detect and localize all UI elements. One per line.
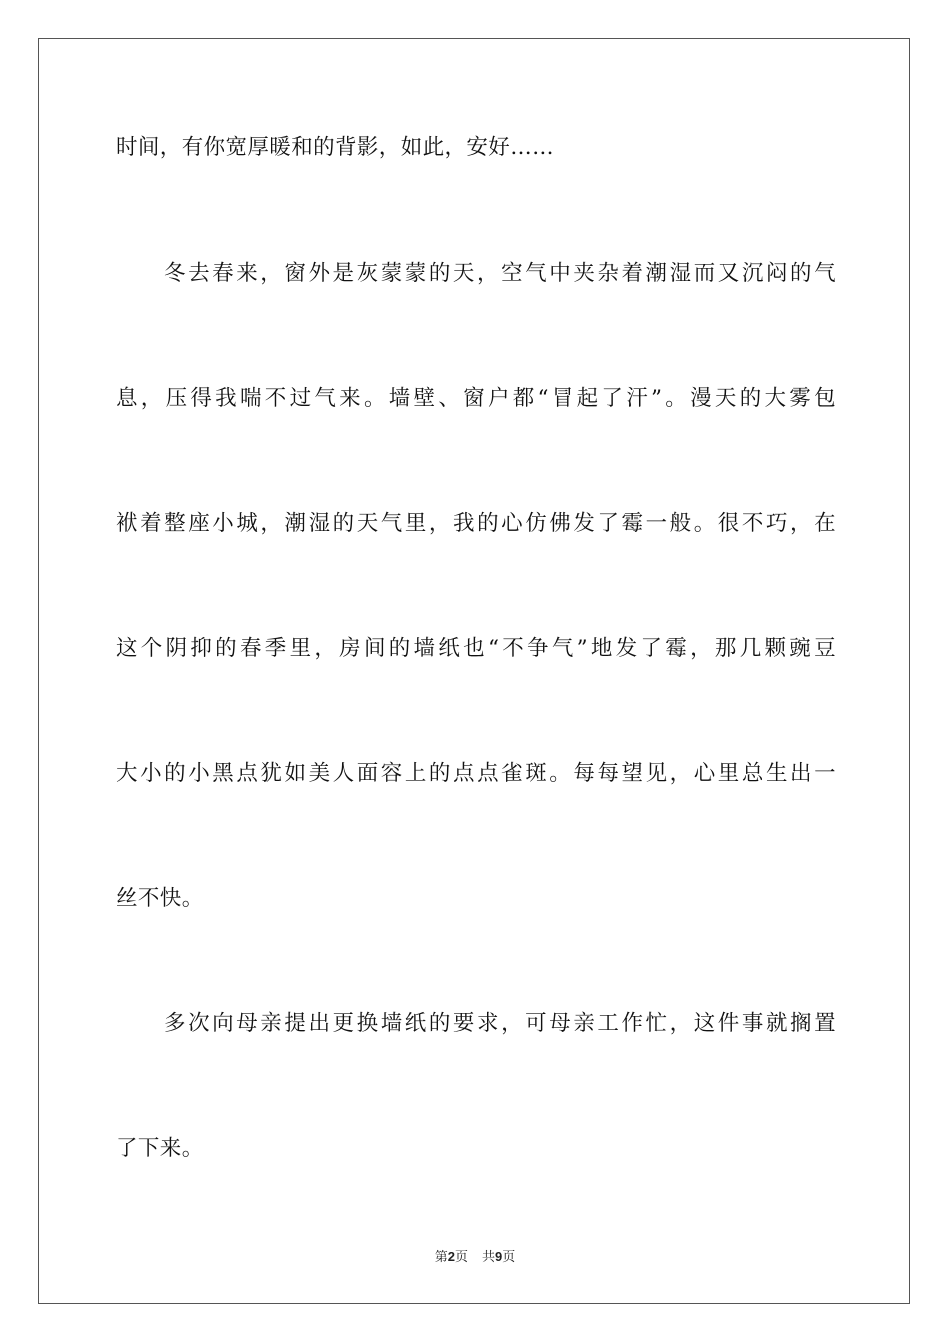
total-prefix: 共	[482, 1250, 496, 1265]
current-page-number: 2	[447, 1249, 455, 1264]
text-line-2: 冬去春来，窗外是灰蒙蒙的天，空气中夹杂着潮湿而又沉闷的气	[164, 261, 836, 286]
text-line-9: 了下来。	[116, 1136, 204, 1161]
text-line-7: 丝不快。	[116, 886, 204, 911]
text-line-5: 这个阴抑的春季里，房间的墙纸也“不争气”地发了霉，那几颗豌豆	[116, 636, 836, 661]
text-line-6: 大小的小黑点犹如美人面容上的点点雀斑。每每望见，心里总生出一	[116, 761, 836, 786]
page-border	[38, 38, 910, 1304]
text-line-3: 息，压得我喘不过气来。墙壁、窗户都“冒起了汗”。漫天的大雾包	[116, 386, 836, 411]
page-footer	[0, 1246, 950, 1265]
text-line-1: 时间，有你宽厚暖和的背影，如此，安好……	[116, 135, 555, 160]
total-page-number: 9	[495, 1249, 503, 1264]
page-label: 页	[454, 1250, 468, 1265]
text-line-8: 多次向母亲提出更换墙纸的要求，可母亲工作忙，这件事就搁置	[164, 1011, 836, 1036]
text-line-4: 袱着整座小城，潮湿的天气里，我的心仿佛发了霉一般。很不巧，在	[116, 511, 836, 536]
total-label: 页	[502, 1250, 516, 1265]
page-prefix: 第	[434, 1250, 448, 1265]
